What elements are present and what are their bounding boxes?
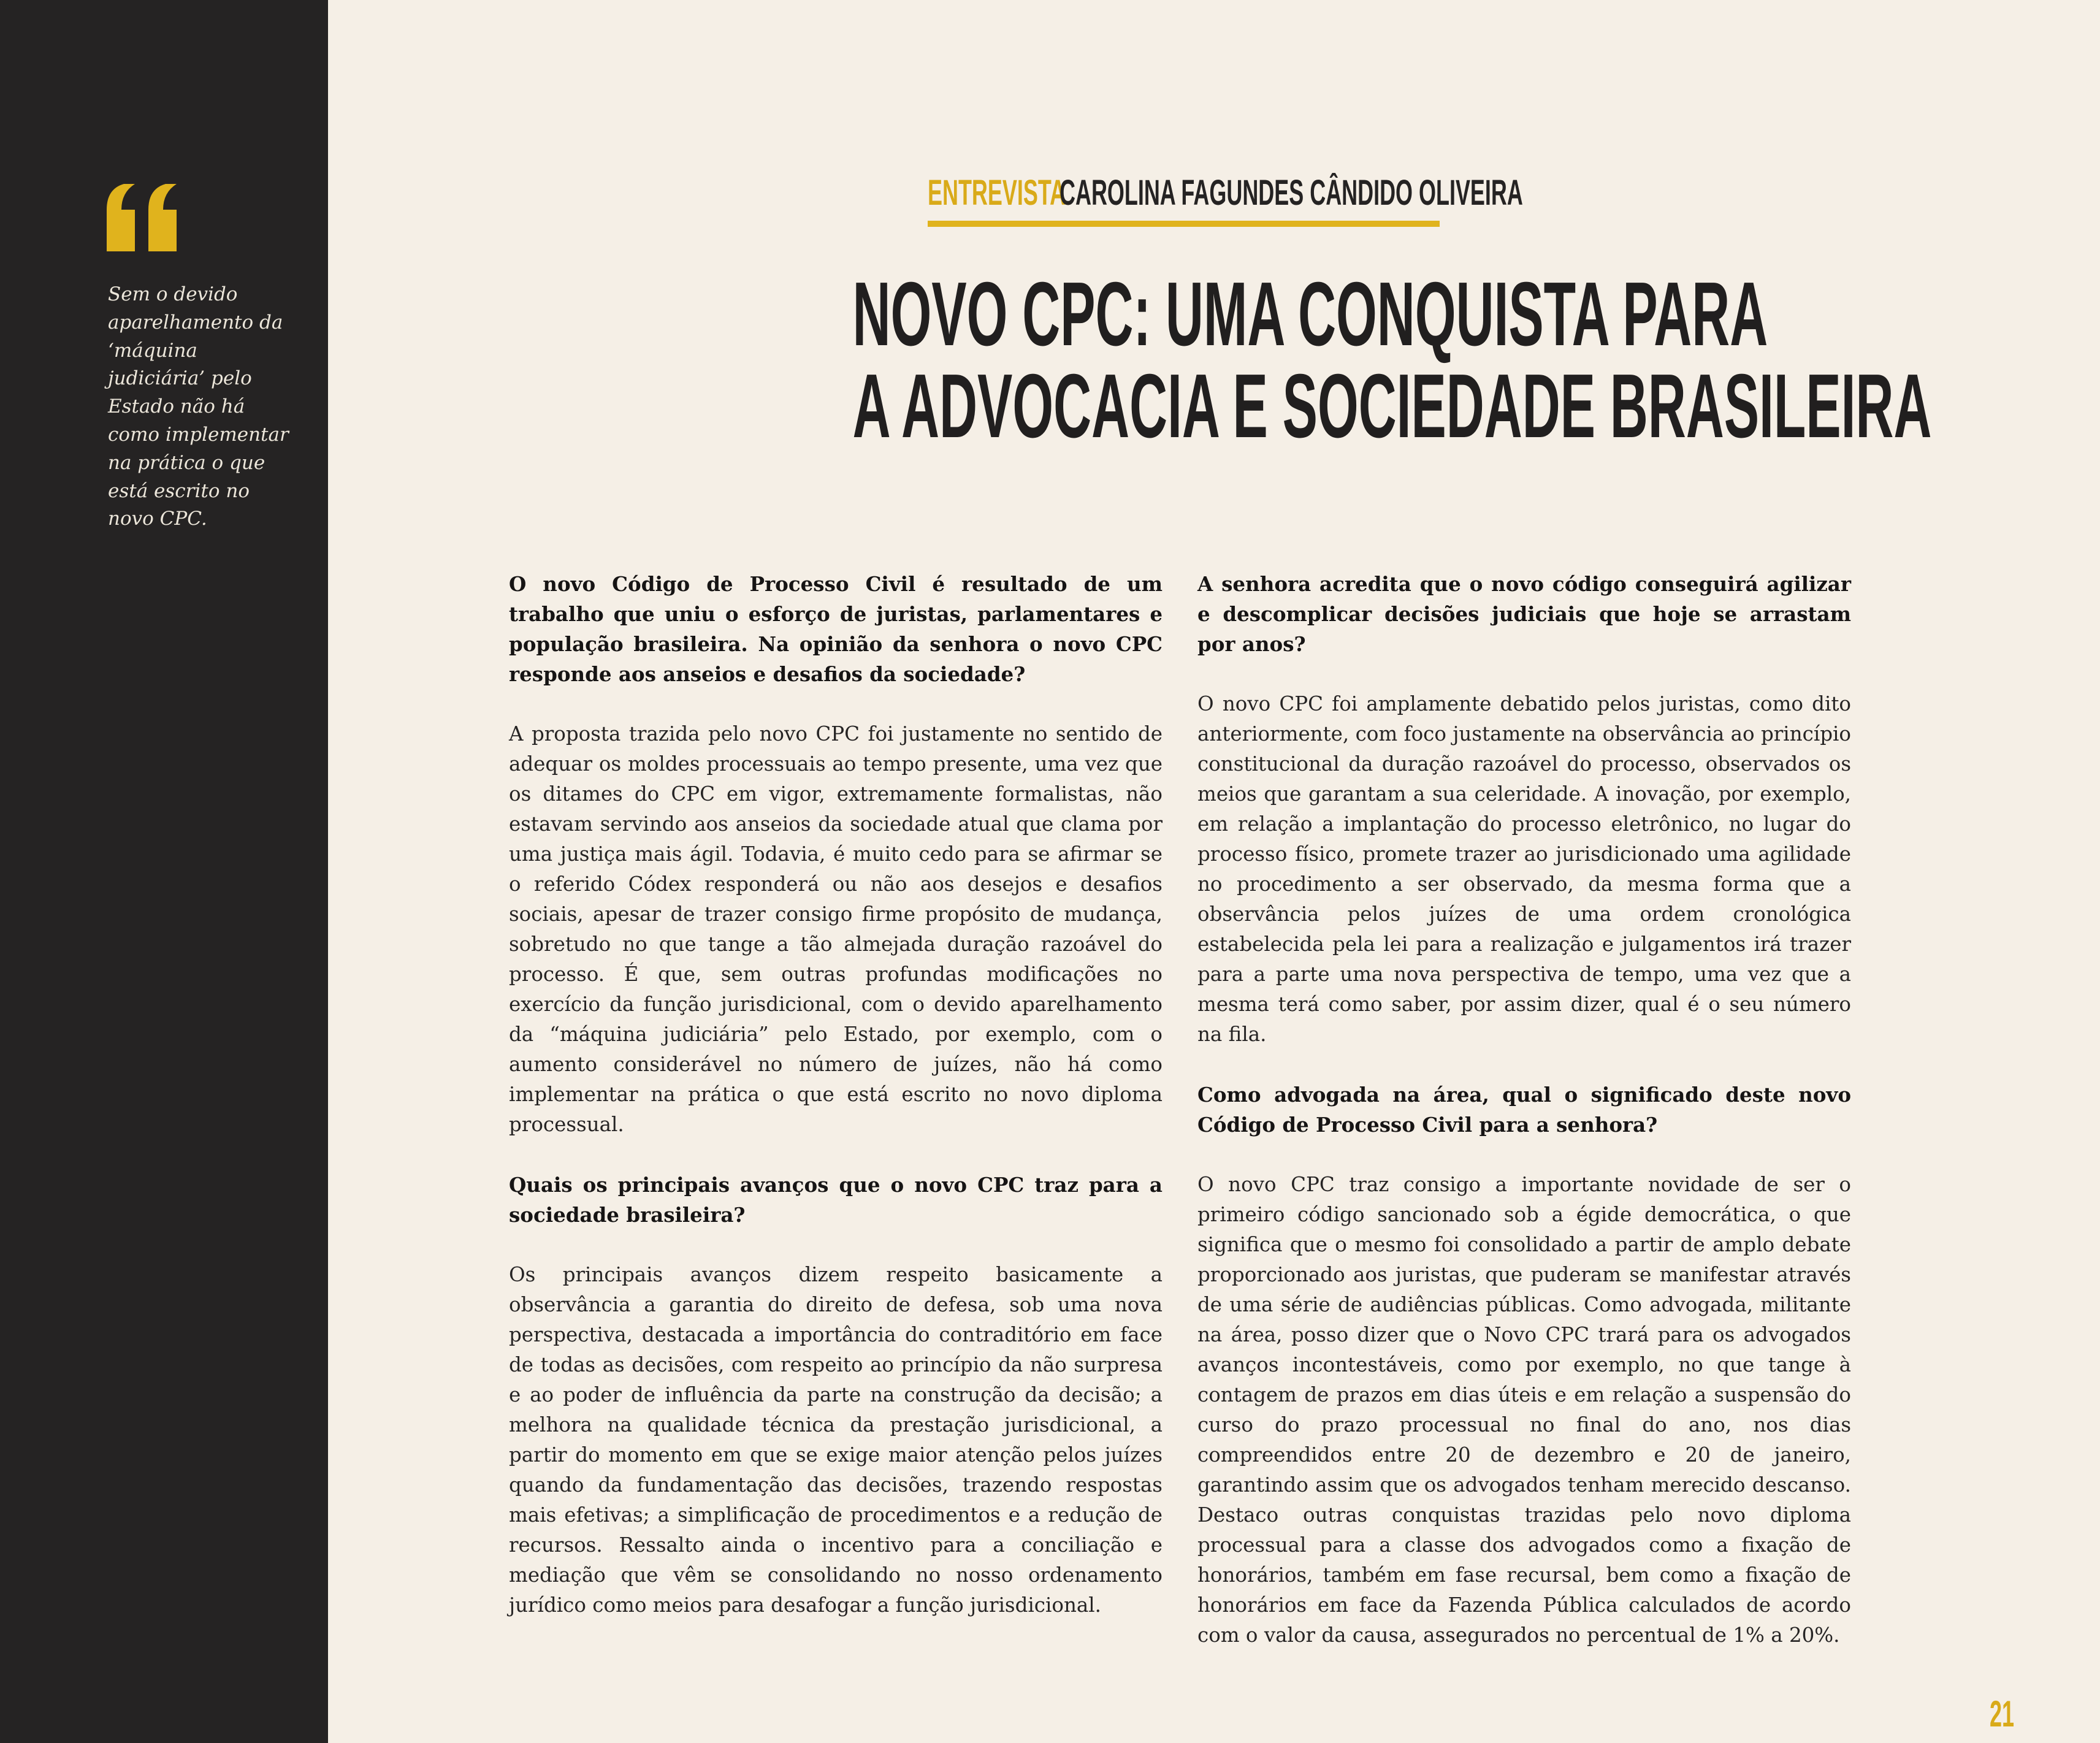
section-label: ENTREVISTA (928, 173, 1066, 213)
pull-quote: Sem o devido aparelhamento da ‘máquina judiciária’ pelo Estado não há como implementar na prática o que está escrito no novo CPC. (108, 283, 289, 530)
quotation-mark-icon (103, 184, 183, 251)
sidebar-panel (0, 0, 328, 1743)
article-headline (613, 264, 1932, 457)
answer-2: Os principais avanços dizem respeito basicamente a observância a garantia do direito de defesa, sob uma nova perspectiva, destacada a importância do contraditório em face de todas as decisões, com respeito ao princípio da não surpresa e ao poder de influência da parte na construção da decisão; a melhora na qualidade técnica da prestação jurisdicional, a partir do momento em que se exige maior atenção pelos juízes quando da fundamentação das decisões, trazendo respostas mais efetivas; a simplificação de procedimentos e a redução de recursos. Ressalto ainda o incentivo para a conciliação e mediação que vêm se consolidando no nosso ordenamento jurídico como meios para desafogar a função jurisdicional. (509, 1263, 1163, 1617)
article-column-right (1197, 569, 1851, 1680)
question-3: A senhora acredita que o novo código conseguirá agilizar e descomplicar decisões judiciais que hoje se arrastam por anos? (1197, 572, 1851, 656)
question-2: Quais os principais avanços que o novo CPC traz para a sociedade brasileira? (509, 1173, 1163, 1227)
headline-line-1: NOVO CPC: UMA CONQUISTA PARA (852, 264, 1768, 365)
page-number: 21 (1990, 1693, 2015, 1734)
answer-4: O novo CPC traz consigo a importante novidade de ser o primeiro código sancionado sob a égide democrática, o que significa que o mesmo foi consolidado a partir de amplo debate proporcionado aos juristas, que puderam se manifestar através de uma série de audiências públicas. Como advogada, militante na área, posso dizer que o Novo CPC trará para os advogados avanços incontestáveis, como por exemplo, no que tange à contagem de prazos em dias úteis e em relação a suspensão do curso do prazo processual no final do ano, nos dias compreendidos entre 20 de dezembro e 20 de janeiro, garantindo assim que os advogados tenham merecido descanso. Destaco outras conquistas trazidas pelo novo diploma processual para a classe dos advogados como a fixação de honorários, também em fase recursal, bem como a fixação de honorários em face da Fazenda Pública calculados de acordo com o valor da causa, assegurados no percentual de 1% a 20%. (1197, 1173, 1851, 1647)
question-4: Como advogada na área, qual o significado deste novo Código de Processo Civil para a senhora? (1197, 1083, 1851, 1137)
interview-header (928, 173, 1523, 227)
answer-3: O novo CPC foi amplamente debatido pelos juristas, como dito anteriormente, com foco justamente na observância ao princípio constitucional da duração razoável do processo, observados os meios que garantam a sua celeridade. A inovação, por exemplo, em relação a implantação do processo eletrônico, no lugar do processo físico, promete trazer ao jurisdicionado uma agilidade no procedimento a ser observado, da mesma forma que a observância pelos juízes de uma ordem cronológica estabelecida pela lei para a realização e julgamentos irá trazer para a parte uma nova perspectiva de tempo, uma vez que a mesma terá como saber, por assim dizer, qual é o seu número na fila. (1197, 692, 1851, 1046)
headline-line-2: A ADVOCACIA E SOCIEDADE BRASILEIRA (852, 356, 1932, 457)
answer-1: A proposta trazida pelo novo CPC foi justamente no sentido de adequar os moldes processuais ao tempo presente, uma vez que os ditames do CPC em vigor, extremamente formalistas, não estavam servindo aos anseios da sociedade atual que clama por uma justiça mais ágil. Todavia, é muito cedo para se afirmar se o referido Códex responderá ou não aos desejos e desafios sociais, apesar de trazer consigo firme propósito de mudança, sobretudo no que tange a tão almejada duração razoável do processo. É que, sem outras profundas modificações no exercício da função jurisdicional, com o devido aparelhamento da “máquina judiciária” pelo Estado, por exemplo, com o aumento considerável no número de juízes, não há como implementar na prática o que está escrito no novo diploma processual. (509, 722, 1163, 1136)
article-column-left (509, 569, 1163, 1650)
question-1: O novo Código de Processo Civil é resultado de um trabalho que uniu o esforço de juristas, parlamentares e população brasileira. Na opinião da senhora o novo CPC responde aos anseios e desafios da sociedade? (509, 572, 1163, 686)
interviewee-name: CAROLINA FAGUNDES CÂNDIDO OLIVEIRA (1060, 173, 1523, 213)
